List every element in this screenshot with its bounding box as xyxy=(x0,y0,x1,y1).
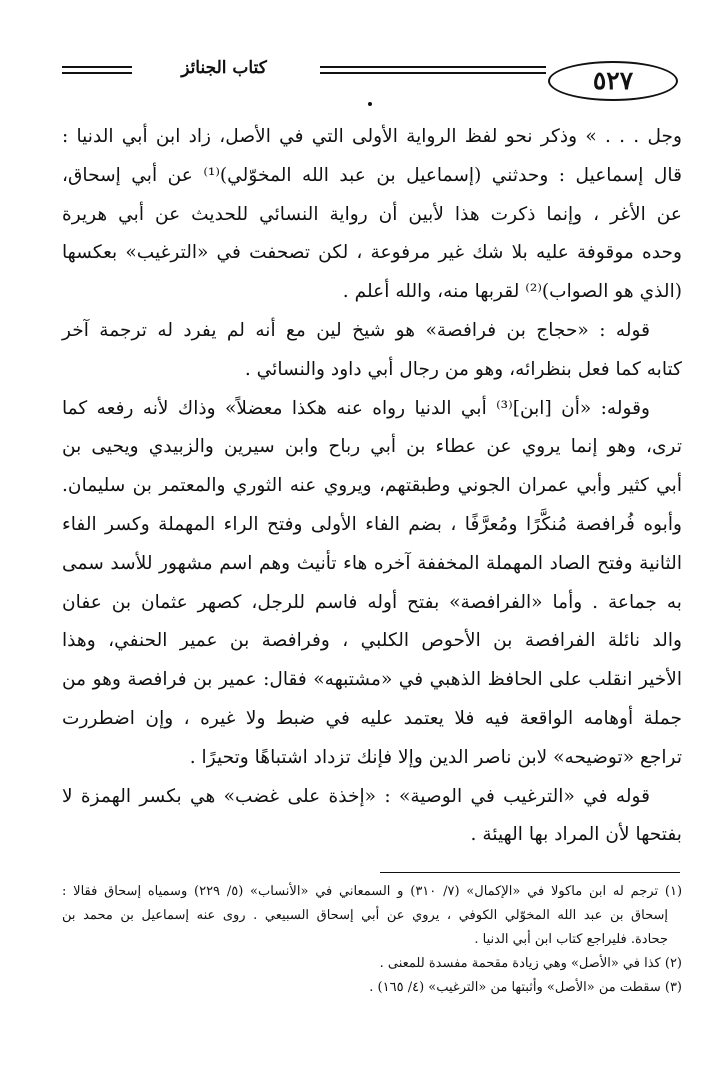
running-title: كتاب الجنائز xyxy=(181,58,267,78)
text-line: (الذي هو الصواب)⁽²⁾ لقربها منه، والله أعلم . xyxy=(342,281,682,303)
text-line: أبي كثير وأبي عمران الجوني وطبقتهم، ويروي عنه الثوري والمعتمر بن سليمان. xyxy=(62,475,682,497)
text-line: وحده موقوفة عليه بلا شك غير مرفوعة ، لكن تصحفت في «الترغيب» بعكسها xyxy=(62,242,682,264)
header-rule-right-bottom xyxy=(320,72,546,74)
text-line: به جماعة . وأما «الفرافصة» بفتح أوله فاسم للرجل، كصهر عثمان بن عفان xyxy=(62,591,682,613)
footnote-line: (١) ترجم له ابن ماكولا في «الإكمال» (٧/ ٣١٠) و السمعاني في «الأنساب» (٥/ ٢٢٩) وسمياه إسحاق فقالا : xyxy=(62,884,683,899)
text-line: ترى، وهو إنما يروي عن عطاء بن أبي رباح وابن سيرين والزبيدي ويحيى بن xyxy=(62,436,682,458)
text-line: كتابه كما فعل بنظرائه، وهو من رجال أبي داود والنسائي . xyxy=(244,358,682,380)
text-line: بفتحها لأن المراد بها الهيئة . xyxy=(470,824,682,846)
footnote-line: (٣) سقطت من «الأصل» وأثبتها من «الترغيب» (٤/ ١٦٥) . xyxy=(369,980,682,995)
header-rule-left-top xyxy=(62,66,132,68)
text-line: والد نائلة الفرافصة بن الأحوص الكلبي ، وفرافصة بن عمير الحنفي، وهذا xyxy=(62,630,682,652)
footnote-line: جحادة. فليراجع كتاب ابن أبي الدنيا . xyxy=(474,932,668,947)
main-text xyxy=(62,118,682,855)
text-line: وأبوه فُرافصة مُنكَّرًا ومُعرَّفًا ، بضم الفاء الأولى وفتح الراء المهملة وكسر الفاء xyxy=(62,513,682,535)
page-number: ٥٢٧ xyxy=(548,61,678,101)
footnotes xyxy=(62,880,682,1000)
text-line: الأخير انقلب على الحافظ الذهبي في «مشتبهه» فقال: عمير بن فرافصة وهو من xyxy=(62,669,682,691)
header-rule-right-top xyxy=(320,66,546,68)
text-line: وجل . . . » وذكر نحو لفظ الرواية الأولى التي في الأصل، زاد ابن أبي الدنيا : xyxy=(62,126,682,147)
footnote-separator xyxy=(380,872,680,873)
text-line: قال إسماعيل : وحدثني (إسماعيل بن عبد الله المخوّلي)⁽¹⁾ عن أبي إسحاق، xyxy=(62,164,682,186)
text-line: قوله : «حجاج بن فرافصة» هو شيخ لين مع أنه لم يفرد له ترجمة آخر xyxy=(62,319,650,341)
text-line: جملة أوهامه الواقعة فيه فلا يعتمد عليه في ضبط ولا غيره ، وإن اضطررت xyxy=(62,707,682,729)
text-line: الثانية وفتح الصاد المهملة المخففة آخره هاء تأنيث وهم اسم مشهور للأسد سمى xyxy=(62,552,682,574)
footnote-line: (٢) كذا في «الأصل» وهي زيادة مقحمة مفسدة للمعنى . xyxy=(379,956,682,971)
footnote-line: إسحاق بن عبد الله المخوّلي الكوفي ، يروي عن أبي إسحاق السبيعي . روى عنه إسماعيل بن محمد بن xyxy=(62,908,668,923)
text-line: عن الأغر ، وإنما ذكرت هذا لأبين أن رواية النسائي للحديث عن أبي هريرة xyxy=(62,203,682,225)
page-dot xyxy=(368,102,372,106)
page-header xyxy=(62,50,682,100)
text-line: قوله في «الترغيب في الوصية» : «إخذة على غضب» هي بكسر الهمزة لا xyxy=(62,785,650,807)
text-line: وقوله: «أن [ابن]⁽³⁾ أبي الدنيا رواه عنه هكذا معضلاً» وذاك لأنه رفعه كما xyxy=(62,397,650,419)
text-line: تراجع «توضيحه» لابن ناصر الدين وإلا فإنك تزداد اشتباهًا وتحيرًا . xyxy=(189,746,682,768)
header-rule-left-bottom xyxy=(62,72,132,74)
